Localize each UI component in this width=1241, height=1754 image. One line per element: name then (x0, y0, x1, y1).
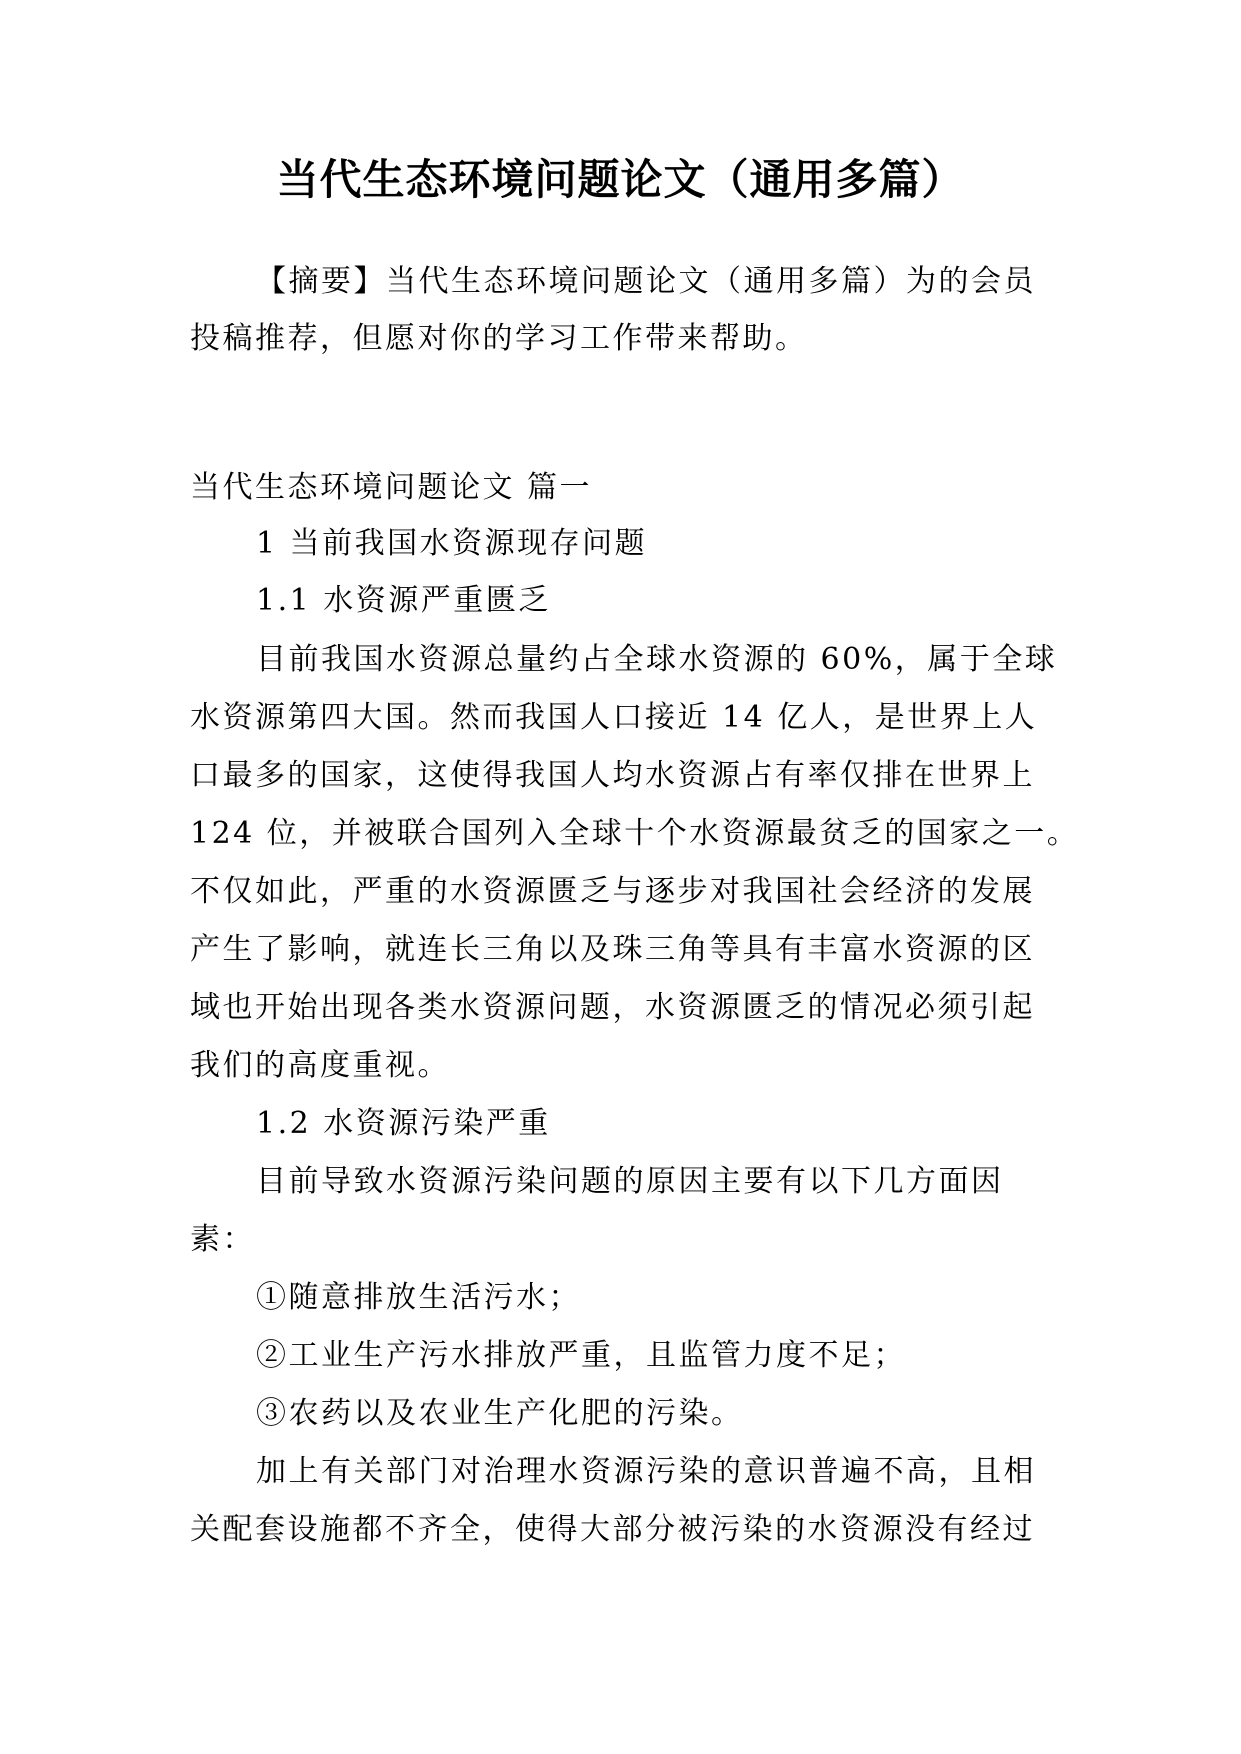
paragraph-line: 产生了影响，就连长三角以及珠三角等具有丰富水资源的区 (190, 932, 1035, 967)
list-item: ③农药以及农业生产化肥的污染。 (256, 1396, 744, 1431)
paragraph-line: 素： (190, 1222, 255, 1257)
list-item: ②工业生产污水排放严重，且监管力度不足； (256, 1338, 906, 1373)
paragraph-line: 加上有关部门对治理水资源污染的意识普遍不高，且相 (256, 1454, 1036, 1489)
paragraph-line: 我们的高度重视。 (190, 1048, 450, 1083)
document-title: 当代生态环境问题论文（通用多篇） (276, 155, 965, 204)
paragraph-line: 124 位，并被联合国列入全球十个水资源最贫乏的国家之一。 (190, 816, 1080, 851)
paragraph-line: 口最多的国家，这使得我国人均水资源占有率仅排在世界上 (190, 758, 1035, 793)
heading-1-1: 1.1 水资源严重匮乏 (256, 583, 551, 618)
heading-1: 1 当前我国水资源现存问题 (256, 526, 648, 561)
paragraph-line: 目前导致水资源污染问题的原因主要有以下几方面因 (256, 1164, 1004, 1199)
paragraph-line: 域也开始出现各类水资源问题，水资源匮乏的情况必须引起 (190, 990, 1035, 1025)
heading-1-2: 1.2 水资源污染严重 (256, 1106, 551, 1141)
paragraph-line: 关配套设施都不齐全，使得大部分被污染的水资源没有经过 (190, 1512, 1035, 1547)
abstract-line-1: 【摘要】当代生态环境问题论文（通用多篇）为的会员 (256, 264, 1036, 299)
list-item: ①随意排放生活污水； (256, 1280, 581, 1315)
paragraph-line: 目前我国水资源总量约占全球水资源的 60%，属于全球 (256, 642, 1058, 677)
paragraph-line: 不仅如此，严重的水资源匮乏与逐步对我国社会经济的发展 (190, 874, 1035, 909)
abstract-line-2: 投稿推荐，但愿对你的学习工作带来帮助。 (190, 321, 808, 356)
section-heading: 当代生态环境问题论文 篇一 (190, 470, 593, 505)
paragraph-line: 水资源第四大国。然而我国人口接近 14 亿人，是世界上人 (190, 700, 1038, 735)
